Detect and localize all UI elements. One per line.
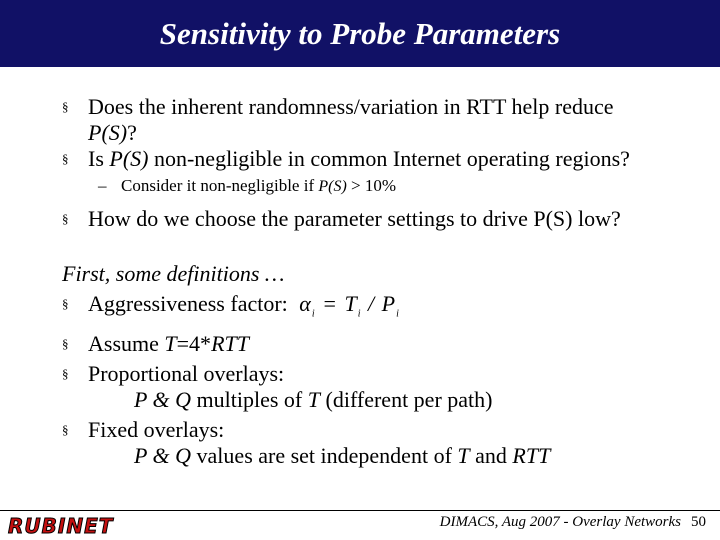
page-number: 50 (691, 514, 706, 530)
bullet-marker: § (62, 336, 69, 352)
subbullet-text-pre: Consider it non-negligible if (121, 176, 319, 195)
bullet-text-rtt: RTT (211, 331, 249, 357)
bullet-text: How do we choose the parameter settings to drive P(S) low? (88, 206, 621, 231)
bullet-marker: § (62, 422, 69, 438)
definitions-list (0, 261, 720, 469)
bullet-text-ps: P(S) (109, 146, 149, 171)
bullet-text: Aggressiveness factor: (88, 291, 288, 316)
bullet-marker: § (62, 211, 69, 226)
slide-title: Sensitivity to Probe Parameters (159, 15, 561, 51)
subbullet-text-ps: P(S) (318, 178, 347, 195)
bullet-text-tail: ? (127, 120, 137, 145)
footer-conference: DIMACS, Aug 2007 - Overlay Networks (439, 514, 681, 530)
footer-divider (0, 510, 720, 511)
rubinet-logo: RUBINET (8, 514, 114, 538)
bullet-fixed (0, 417, 720, 443)
aggressiveness-formula: $\alpha_i = T_i / P_i$ (299, 291, 400, 320)
top-bullet-list (0, 94, 720, 232)
subbullet-text-post: > 10% (346, 176, 397, 195)
definitions-heading: First, some definitions … (62, 261, 285, 286)
bullet-assume (0, 331, 720, 357)
bullet-nonnegligible (0, 146, 720, 172)
bullet-text-post: non-negligible in common Internet operating regions? (148, 146, 630, 171)
dash-marker: – (98, 176, 107, 195)
fixed-detail: P & Q values are set independent of T and RTT (134, 443, 551, 469)
title-bar (0, 0, 720, 67)
bullet-marker: § (62, 296, 69, 311)
bullet-randomness (0, 94, 720, 146)
bullet-proportional (0, 361, 720, 387)
bullet-text: Does the inherent randomness/variation in RTT help reduce (88, 94, 614, 119)
bullet-aggressiveness (0, 291, 720, 327)
bullet-text-T: T (164, 331, 177, 357)
bullet-parameter-settings (0, 206, 720, 232)
bullet-text-mid: =4* (176, 331, 212, 357)
bullet-text-pre: Assume (88, 331, 165, 357)
bullet-text-pre: Is (88, 146, 110, 171)
bullet-text: Proportional overlays: (88, 361, 285, 387)
footer-caption (440, 514, 706, 531)
bullet-marker: § (62, 366, 69, 382)
proportional-detail: P & Q multiples of T (different per path) (134, 387, 493, 413)
bullet-text-ps: P(S) (88, 120, 128, 145)
subbullet-threshold (0, 175, 720, 198)
bullet-marker: § (62, 99, 69, 114)
bullet-marker: § (62, 151, 69, 166)
bullet-text: Fixed overlays: (88, 417, 225, 443)
